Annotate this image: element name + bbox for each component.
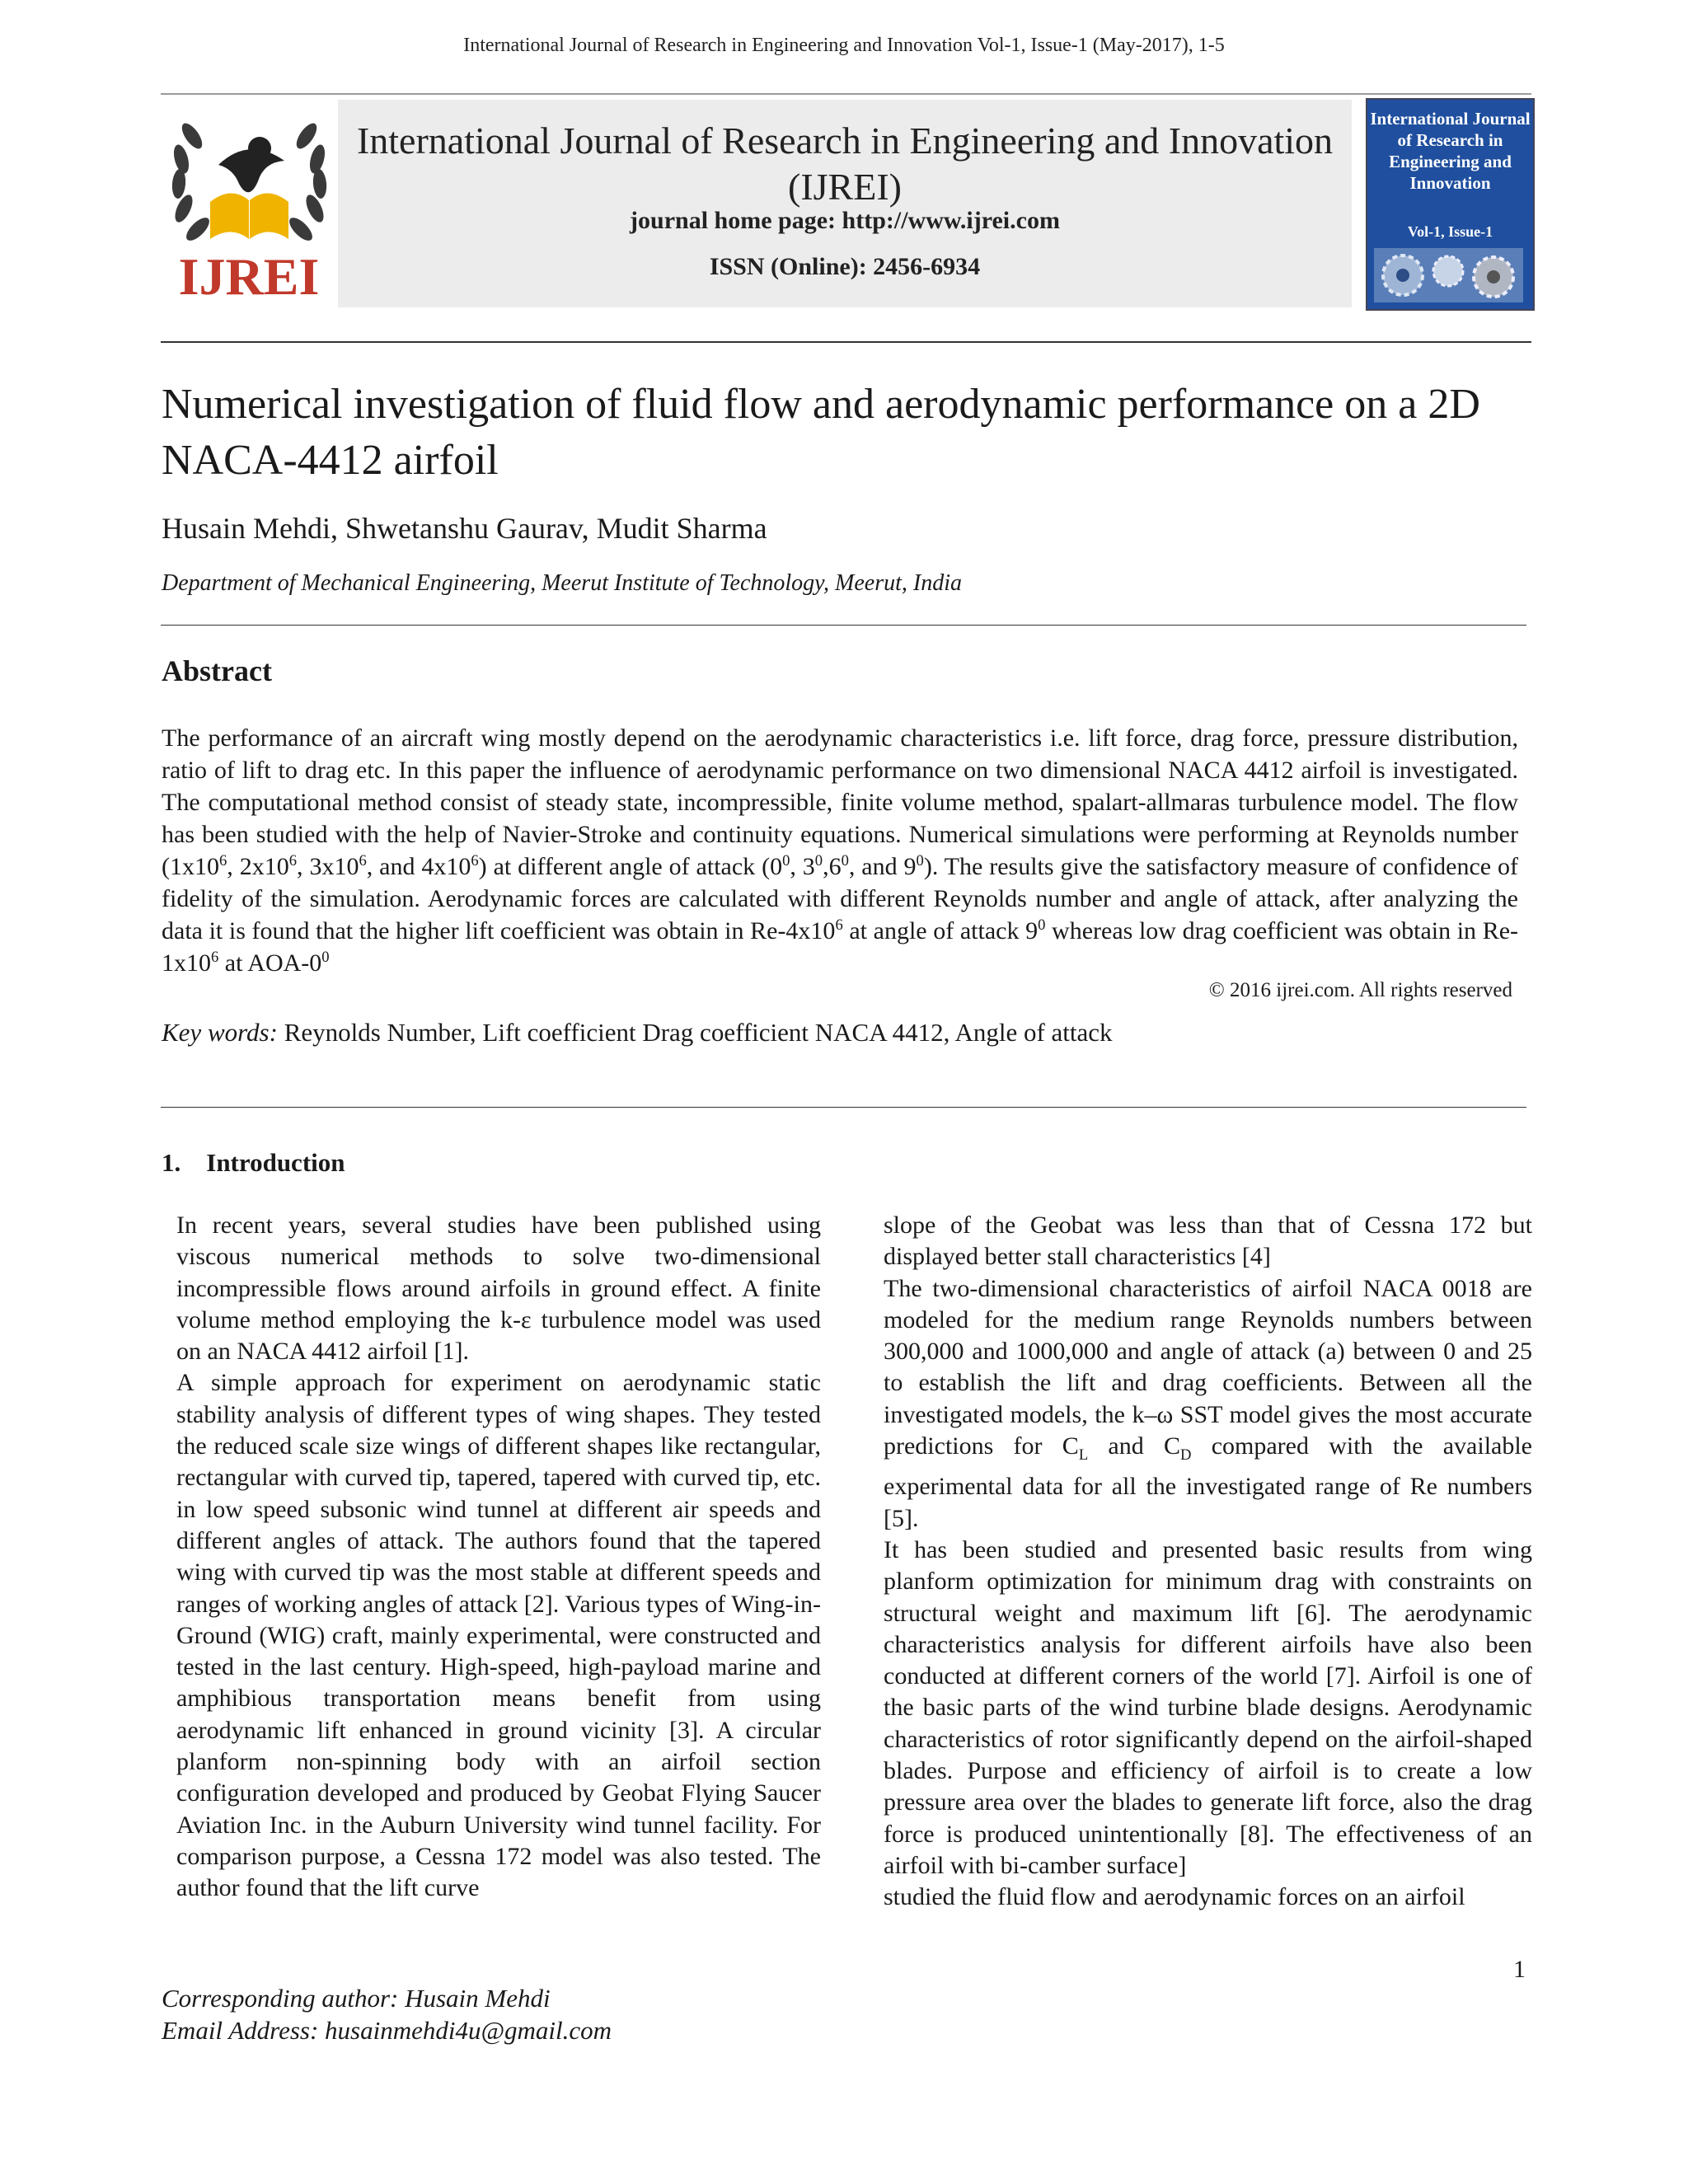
paragraph: slope of the Geobat was less than that of Cessna 172 but displayed better stall characteristics [4]: [884, 1212, 1532, 1271]
journal-banner: [161, 93, 1531, 307]
paragraph: In recent years, several studies have been published using viscous numerical methods to solve two-dimensional incompressible flows around airfoils in ground effect. A finite volume method employing the k-ε turbulence model was used on an NACA 4412 airfoil [1].: [176, 1212, 821, 1366]
corresponding-author-footnote: [162, 1982, 612, 2046]
eagle-icon: [218, 137, 284, 192]
cover-title: International Journal of Research in Engineering and Innovation: [1370, 109, 1531, 193]
affiliation-divider: [161, 625, 1526, 626]
gears-icon: [1374, 248, 1523, 302]
copyright-notice: © 2016 ijrei.com. All rights reserved: [1208, 979, 1512, 1001]
paragraph: The two-dimensional characteristics of airfoil NACA 0018 are modeled for the medium range Reynolds numbers between 300,000 and 1000,000 and angle of attack (a) between 0 and 25 to establish the lift and drag coefficients. Between all the investigated models, the k–ω SST model gives the most accurate predictions for $C_L$ and $C_D$ compared with the available experimental data for all the investigated range of Re numbers [5].: [884, 1274, 1532, 1532]
abstract-body: [162, 722, 1518, 979]
running-header: International Journal of Research in Engineering and Innovation Vol-1, Issue-1 (May-2017), 1-5: [463, 35, 1225, 56]
journal-issn: ISSN (Online): 2456-6934: [709, 253, 981, 280]
paragraph: A simple approach for experiment on aerodynamic static stability analysis of different types of wing shapes. They tested the reduced scale size wings of different shapes like rectangular, rectangular with curved tip, tapered, tapered with curved tip, etc. in low speed subsonic wind tunnel at different air speeds and different angles of attack. The authors found that the tapered wing with curved tip was the most stable at different speeds and ranges of working angles of attack [2]. Various types of Wing-in-Ground (WIG) craft, mainly experimental, were constructed and tested in the last century. High-speed, high-payload marine and amphibious transportation means benefit from using aerodynamic lift enhanced in ground vicinity [3]. A circular planform non-spinning body with an airfoil section configuration developed and produced by Geobat Flying Saucer Aviation Inc. in the Auburn University wind tunnel facility. For comparison purpose, a Cessna 172 model was also tested. The author found that the lift curve: [176, 1369, 821, 1902]
page-number: 1: [1513, 1956, 1526, 1983]
journal-home-page[interactable]: journal home page: http://www.ijrei.com: [630, 207, 1060, 234]
journal-title-line2: (IJREI): [788, 166, 902, 208]
paper-title: Numerical investigation of fluid flow and aerodynamic performance on a 2D NACA-4412 airfoil: [162, 381, 1480, 484]
logo-text: IJREI: [178, 247, 320, 305]
author-email[interactable]: Email Address: husainmehdi4u@gmail.com: [162, 2016, 612, 2045]
introduction-right-column: [884, 1210, 1532, 1914]
journal-title: [338, 118, 1352, 210]
keywords-text: Reynolds Number, Lift coefficient Drag coefficient NACA 4412, Angle of attack: [284, 1018, 1113, 1047]
keywords: [162, 1018, 1113, 1047]
cover-issue: Vol-1, Issue-1: [1407, 223, 1493, 240]
keywords-label: Key words:: [162, 1018, 278, 1047]
paragraph: It has been studied and presented basic results from wing planform optimization for minimum drag with constraints on structural weight and maximum lift [6]. The aerodynamic characteristics analysis for different airfoils have also been conducted at different corners of the world [7]. Airfoil is one of the basic parts of the wind turbine blade designs. Aerodynamic characteristics of rotor significantly depend on the airfoil-shaped blades. Purpose and efficiency of airfoil is to create a low pressure area over the blades to generate lift force, also the drag force is produced unintentionally [8]. The effectiveness of an airfoil with bi-camber surface]: [884, 1535, 1532, 1879]
journal-cover-image: [1366, 98, 1535, 311]
section-heading-introduction: 1. Introduction: [162, 1148, 345, 1177]
journal-logo: [161, 103, 338, 305]
introduction-left-column: [176, 1210, 821, 1905]
journal-title-line1: International Journal of Research in Engineering and Innovation: [356, 120, 1334, 162]
header-divider: [161, 341, 1531, 343]
paper-affiliation: Department of Mechanical Engineering, Meerut Institute of Technology, Meerut, India: [162, 570, 962, 596]
corresponding-author: Corresponding author: Husain Mehdi: [162, 1984, 551, 2013]
abstract-divider: [161, 1107, 1526, 1108]
open-book-icon: [210, 193, 288, 239]
paper-authors: Husain Mehdi, Shwetanshu Gaurav, Mudit Sharma: [162, 512, 767, 545]
abstract-heading: Abstract: [162, 654, 272, 687]
paragraph: studied the fluid flow and aerodynamic forces on an airfoil: [884, 1883, 1465, 1911]
abstract-text: The performance of an aircraft wing mostly depend on the aerodynamic characteristics i.e. lift force, drag force, pressure distribution, ratio of lift to drag etc. In this paper the influence of aerodynamic performance on two dimensional NACA 4412 airfoil is investigated. The computational method consist of steady state, incompressible, finite volume method, spalart-allmaras turbulence model. The flow has been studied with the help of Navier-Stroke and continuity equations. Numerical simulations were performing at Reynolds number ($1x10^6$, $2x10^6$, $3x10^6$, and $4x10^6$) at different angle of attack ($0^0$, $3^0,6^0$, and $9^0$). The results give the satisfactory measure of confidence of fidelity of the simulation. Aerodynamic forces are calculated with different Reynolds number and angle of attack, after analyzing the data it is found that the higher lift coefficient was obtain in $Re-4x10^6$ at angle of attack $9^0$ whereas low drag coefficient was obtain in $Re-1x10^6$ at AOA-$0^0$: [162, 724, 1519, 977]
